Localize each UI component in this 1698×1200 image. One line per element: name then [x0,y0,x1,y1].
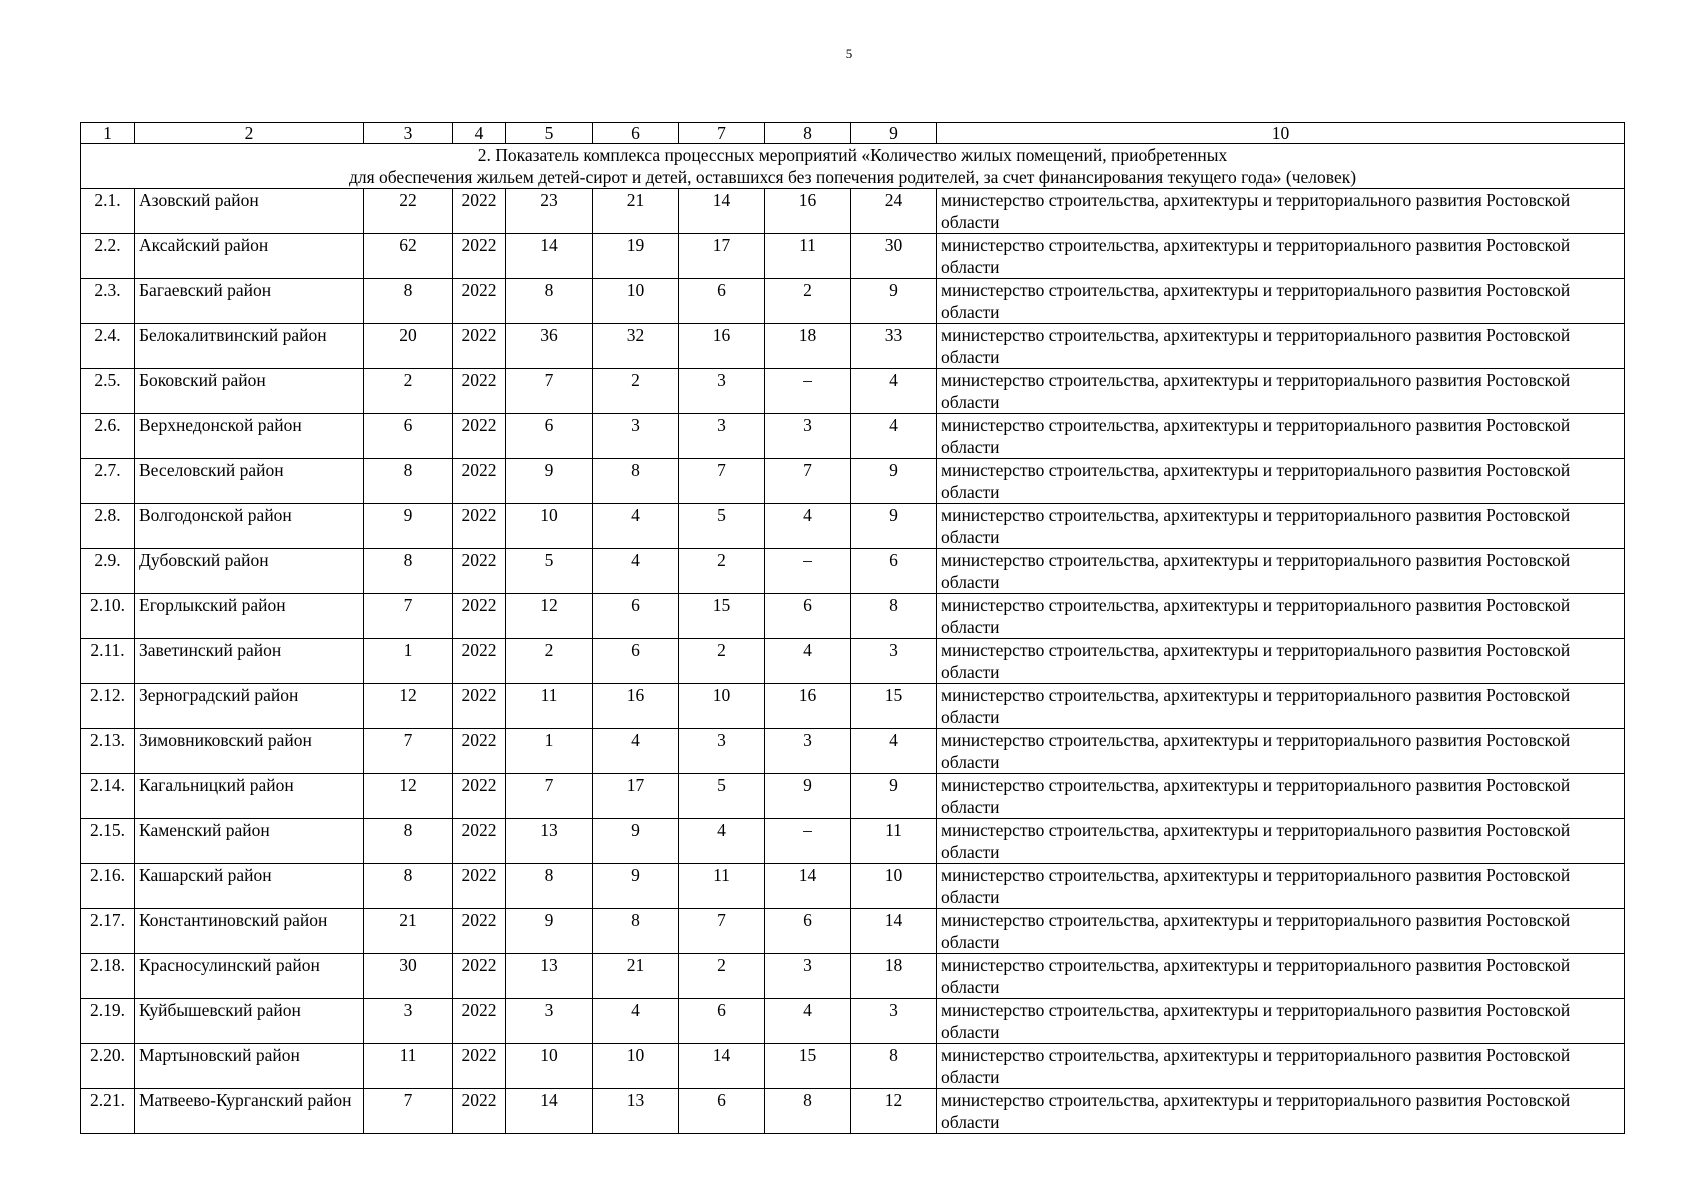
value-col-3: 2 [364,369,453,414]
value-col-7: 6 [679,999,765,1044]
value-col-6: 32 [593,324,679,369]
district-name: Кашарский район [135,864,364,909]
table-row [81,999,1625,1044]
table-row [81,189,1625,234]
responsible-executor: министерство строительства, архитектуры и территориального развития Ростовской области [937,819,1625,864]
value-col-4: 2022 [453,639,506,684]
table-row [81,549,1625,594]
value-col-6: 8 [593,459,679,504]
column-number-5: 5 [506,123,593,144]
responsible-executor: министерство строительства, архитектуры и территориального развития Ростовской области [937,234,1625,279]
value-col-7: 7 [679,459,765,504]
district-name: Зимовниковский район [135,729,364,774]
responsible-executor: министерство строительства, архитектуры и территориального развития Ростовской области [937,774,1625,819]
value-col-7: 16 [679,324,765,369]
value-col-8: 16 [765,684,851,729]
value-col-8: 6 [765,594,851,639]
value-col-7: 6 [679,279,765,324]
row-number: 2.8. [81,504,135,549]
value-col-3: 7 [364,594,453,639]
value-col-4: 2022 [453,459,506,504]
column-number-10: 10 [937,123,1625,144]
responsible-executor: министерство строительства, архитектуры и территориального развития Ростовской области [937,1089,1625,1134]
row-number: 2.20. [81,1044,135,1089]
value-col-8: – [765,819,851,864]
district-name: Куйбышевский район [135,999,364,1044]
value-col-7: 3 [679,414,765,459]
responsible-executor: министерство строительства, архитектуры и территориального развития Ростовской области [937,504,1625,549]
row-number: 2.7. [81,459,135,504]
value-col-7: 3 [679,369,765,414]
value-col-7: 7 [679,909,765,954]
value-col-6: 9 [593,864,679,909]
value-col-4: 2022 [453,234,506,279]
table-row [81,279,1625,324]
value-col-9: 9 [851,279,937,324]
value-col-5: 11 [506,684,593,729]
value-col-6: 6 [593,639,679,684]
table-row [81,504,1625,549]
value-col-5: 2 [506,639,593,684]
value-col-9: 30 [851,234,937,279]
value-col-9: 11 [851,819,937,864]
value-col-8: 15 [765,1044,851,1089]
value-col-8: 9 [765,774,851,819]
value-col-8: – [765,369,851,414]
column-number-9: 9 [851,123,937,144]
value-col-4: 2022 [453,999,506,1044]
value-col-7: 14 [679,189,765,234]
value-col-4: 2022 [453,549,506,594]
value-col-6: 6 [593,594,679,639]
value-col-9: 8 [851,594,937,639]
value-col-6: 17 [593,774,679,819]
value-col-6: 3 [593,414,679,459]
responsible-executor: министерство строительства, архитектуры и территориального развития Ростовской области [937,909,1625,954]
responsible-executor: министерство строительства, архитектуры и территориального развития Ростовской области [937,954,1625,999]
section-heading-line-1: 2. Показатель комплекса процессных мероприятий «Количество жилых помещений, приобретенных [477,145,1228,165]
value-col-6: 16 [593,684,679,729]
column-number-8: 8 [765,123,851,144]
value-col-5: 13 [506,819,593,864]
value-col-5: 9 [506,459,593,504]
value-col-8: 3 [765,414,851,459]
district-name: Кагальницкий район [135,774,364,819]
value-col-6: 10 [593,279,679,324]
value-col-5: 36 [506,324,593,369]
value-col-4: 2022 [453,369,506,414]
value-col-4: 2022 [453,504,506,549]
value-col-7: 2 [679,639,765,684]
value-col-4: 2022 [453,819,506,864]
section-heading [81,144,1625,189]
column-number-3: 3 [364,123,453,144]
column-number-6: 6 [593,123,679,144]
value-col-5: 10 [506,1044,593,1089]
value-col-4: 2022 [453,1044,506,1089]
responsible-executor: министерство строительства, архитектуры и территориального развития Ростовской области [937,639,1625,684]
district-name: Заветинский район [135,639,364,684]
value-col-5: 14 [506,1089,593,1134]
value-col-7: 11 [679,864,765,909]
value-col-9: 33 [851,324,937,369]
value-col-6: 8 [593,909,679,954]
value-col-7: 15 [679,594,765,639]
value-col-9: 9 [851,459,937,504]
district-name: Егорлыкский район [135,594,364,639]
value-col-7: 14 [679,1044,765,1089]
row-number: 2.18. [81,954,135,999]
district-name: Красносулинский район [135,954,364,999]
column-number-2: 2 [135,123,364,144]
value-col-7: 2 [679,954,765,999]
table-row [81,639,1625,684]
value-col-8: 3 [765,954,851,999]
table-row [81,954,1625,999]
value-col-4: 2022 [453,414,506,459]
indicator-table [80,122,1625,1134]
row-number: 2.17. [81,909,135,954]
row-number: 2.12. [81,684,135,729]
value-col-9: 4 [851,369,937,414]
row-number: 2.3. [81,279,135,324]
value-col-7: 2 [679,549,765,594]
value-col-5: 5 [506,549,593,594]
value-col-4: 2022 [453,729,506,774]
value-col-3: 8 [364,864,453,909]
table-row [81,909,1625,954]
value-col-5: 8 [506,864,593,909]
value-col-9: 9 [851,774,937,819]
district-name: Дубовский район [135,549,364,594]
value-col-7: 17 [679,234,765,279]
table-row [81,1089,1625,1134]
row-number: 2.9. [81,549,135,594]
section-heading-row [81,144,1625,189]
table-row [81,234,1625,279]
value-col-7: 5 [679,774,765,819]
value-col-8: 2 [765,279,851,324]
value-col-6: 13 [593,1089,679,1134]
value-col-9: 8 [851,1044,937,1089]
value-col-8: 16 [765,189,851,234]
value-col-8: 4 [765,504,851,549]
responsible-executor: министерство строительства, архитектуры и территориального развития Ростовской области [937,189,1625,234]
value-col-8: 3 [765,729,851,774]
value-col-3: 30 [364,954,453,999]
column-number-1: 1 [81,123,135,144]
row-number: 2.5. [81,369,135,414]
value-col-7: 10 [679,684,765,729]
value-col-5: 7 [506,774,593,819]
table-row [81,594,1625,639]
responsible-executor: министерство строительства, архитектуры и территориального развития Ростовской области [937,459,1625,504]
row-number: 2.6. [81,414,135,459]
value-col-6: 4 [593,729,679,774]
responsible-executor: министерство строительства, архитектуры и территориального развития Ростовской области [937,594,1625,639]
value-col-9: 3 [851,999,937,1044]
table-body [81,123,1625,1134]
value-col-3: 8 [364,819,453,864]
value-col-8: – [765,549,851,594]
value-col-9: 9 [851,504,937,549]
value-col-3: 8 [364,279,453,324]
row-number: 2.16. [81,864,135,909]
value-col-6: 2 [593,369,679,414]
district-name: Веселовский район [135,459,364,504]
responsible-executor: министерство строительства, архитектуры и территориального развития Ростовской области [937,549,1625,594]
responsible-executor: министерство строительства, архитектуры и территориального развития Ростовской области [937,279,1625,324]
value-col-9: 24 [851,189,937,234]
value-col-3: 8 [364,549,453,594]
value-col-3: 20 [364,324,453,369]
district-name: Волгодонской район [135,504,364,549]
responsible-executor: министерство строительства, архитектуры и территориального развития Ростовской области [937,864,1625,909]
value-col-6: 9 [593,819,679,864]
responsible-executor: министерство строительства, архитектуры и территориального развития Ростовской области [937,1044,1625,1089]
value-col-9: 18 [851,954,937,999]
value-col-4: 2022 [453,594,506,639]
value-col-3: 9 [364,504,453,549]
value-col-4: 2022 [453,279,506,324]
table-row [81,459,1625,504]
value-col-7: 6 [679,1089,765,1134]
row-number: 2.19. [81,999,135,1044]
value-col-9: 6 [851,549,937,594]
value-col-3: 1 [364,639,453,684]
value-col-3: 62 [364,234,453,279]
column-number-4: 4 [453,123,506,144]
row-number: 2.21. [81,1089,135,1134]
value-col-3: 12 [364,684,453,729]
district-name: Каменский район [135,819,364,864]
value-col-6: 10 [593,1044,679,1089]
value-col-3: 8 [364,459,453,504]
value-col-9: 14 [851,909,937,954]
value-col-3: 3 [364,999,453,1044]
table-row [81,414,1625,459]
value-col-5: 3 [506,999,593,1044]
value-col-8: 14 [765,864,851,909]
value-col-9: 15 [851,684,937,729]
row-number: 2.4. [81,324,135,369]
district-name: Багаевский район [135,279,364,324]
row-number: 2.14. [81,774,135,819]
row-number: 2.15. [81,819,135,864]
value-col-9: 4 [851,414,937,459]
value-col-8: 4 [765,999,851,1044]
value-col-3: 11 [364,1044,453,1089]
value-col-4: 2022 [453,909,506,954]
value-col-8: 7 [765,459,851,504]
table-row [81,369,1625,414]
district-name: Белокалитвинский район [135,324,364,369]
value-col-8: 18 [765,324,851,369]
section-heading-line-2: для обеспечения жильем детей-сирот и детей, оставшихся без попечения родителей, за счет финансирования текущего года» (человек) [348,167,1357,187]
value-col-8: 4 [765,639,851,684]
value-col-4: 2022 [453,954,506,999]
table-row [81,1044,1625,1089]
value-col-9: 10 [851,864,937,909]
value-col-5: 14 [506,234,593,279]
page-number: 5 [845,46,853,61]
value-col-8: 6 [765,909,851,954]
responsible-executor: министерство строительства, архитектуры и территориального развития Ростовской области [937,414,1625,459]
column-number-7: 7 [679,123,765,144]
row-number: 2.13. [81,729,135,774]
value-col-5: 1 [506,729,593,774]
value-col-5: 6 [506,414,593,459]
district-name: Константиновский район [135,909,364,954]
value-col-5: 12 [506,594,593,639]
value-col-6: 21 [593,189,679,234]
district-name: Зерноградский район [135,684,364,729]
district-name: Боковский район [135,369,364,414]
table-row [81,864,1625,909]
value-col-5: 9 [506,909,593,954]
value-col-4: 2022 [453,774,506,819]
district-name: Матвеево-Курганский район [135,1089,364,1134]
row-number: 2.11. [81,639,135,684]
value-col-5: 7 [506,369,593,414]
value-col-4: 2022 [453,684,506,729]
row-number: 2.2. [81,234,135,279]
value-col-4: 2022 [453,189,506,234]
value-col-6: 4 [593,504,679,549]
responsible-executor: министерство строительства, архитектуры и территориального развития Ростовской области [937,729,1625,774]
value-col-3: 7 [364,1089,453,1134]
district-name: Верхнедонской район [135,414,364,459]
district-name: Мартыновский район [135,1044,364,1089]
responsible-executor: министерство строительства, архитектуры и территориального развития Ростовской области [937,999,1625,1044]
value-col-3: 12 [364,774,453,819]
value-col-6: 21 [593,954,679,999]
value-col-6: 19 [593,234,679,279]
table-row [81,819,1625,864]
value-col-5: 10 [506,504,593,549]
value-col-7: 3 [679,729,765,774]
value-col-7: 5 [679,504,765,549]
value-col-5: 8 [506,279,593,324]
value-col-9: 4 [851,729,937,774]
value-col-5: 23 [506,189,593,234]
value-col-9: 12 [851,1089,937,1134]
row-number: 2.10. [81,594,135,639]
value-col-3: 22 [364,189,453,234]
value-col-3: 6 [364,414,453,459]
column-number-row [81,123,1625,144]
row-number: 2.1. [81,189,135,234]
table-row [81,729,1625,774]
district-name: Аксайский район [135,234,364,279]
value-col-4: 2022 [453,324,506,369]
value-col-8: 11 [765,234,851,279]
value-col-9: 3 [851,639,937,684]
value-col-7: 4 [679,819,765,864]
value-col-8: 8 [765,1089,851,1134]
value-col-6: 4 [593,999,679,1044]
district-name: Азовский район [135,189,364,234]
table-row [81,684,1625,729]
responsible-executor: министерство строительства, архитектуры и территориального развития Ростовской области [937,369,1625,414]
table-row [81,324,1625,369]
value-col-4: 2022 [453,864,506,909]
responsible-executor: министерство строительства, архитектуры и территориального развития Ростовской области [937,324,1625,369]
value-col-6: 4 [593,549,679,594]
value-col-3: 21 [364,909,453,954]
value-col-3: 7 [364,729,453,774]
value-col-4: 2022 [453,1089,506,1134]
responsible-executor: министерство строительства, архитектуры и территориального развития Ростовской области [937,684,1625,729]
value-col-5: 13 [506,954,593,999]
table-row [81,774,1625,819]
